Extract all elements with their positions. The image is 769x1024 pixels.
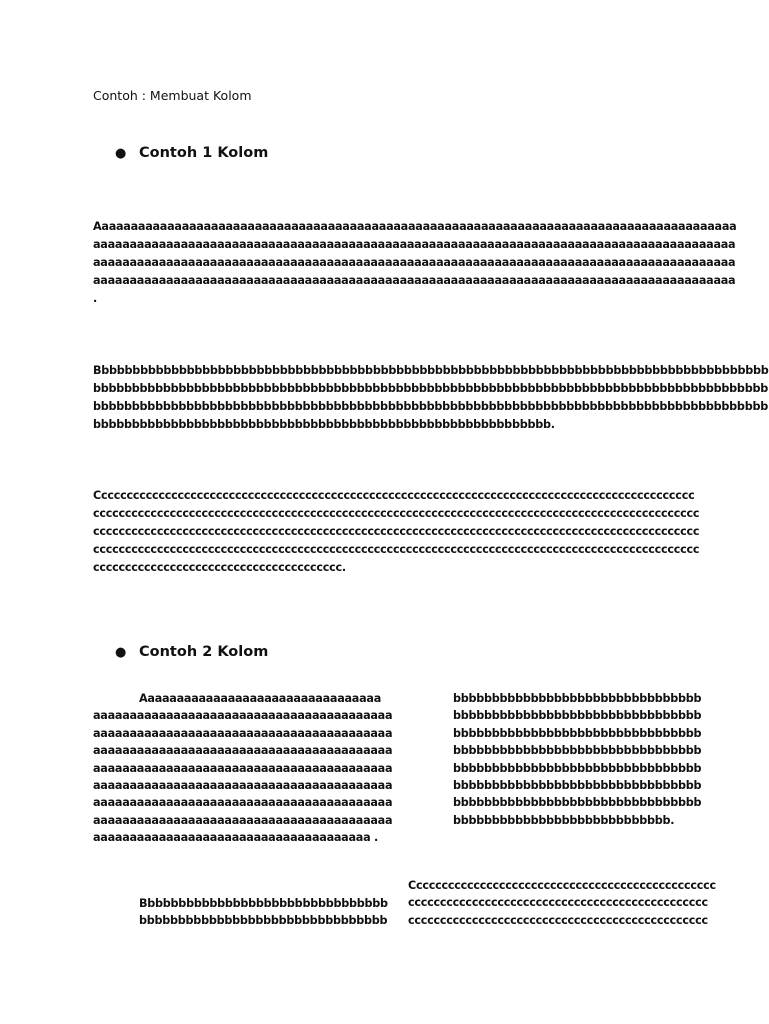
column-line: aaaaaaaaaaaaaaaaaaaaaaaaaaaaaaaaaaaaaaaaa	[93, 761, 393, 775]
section-2-heading	[115, 644, 268, 660]
left-column-a	[93, 690, 393, 847]
column-line: bbbbbbbbbbbbbbbbbbbbbbbbbbbbbbbb	[453, 692, 702, 705]
right-column-c	[408, 877, 716, 929]
paragraph-c	[93, 487, 700, 577]
column-line: aaaaaaaaaaaaaaaaaaaaaaaaaaaaaaaaaaaaaaaaa	[93, 779, 393, 793]
column-line: Bbbbbbbbbbbbbbbbbbbbbbbbbbbbbbbb	[139, 897, 388, 910]
column-line: ccccccccccccccccccccccccccccccccccccccccccccccc	[408, 913, 708, 927]
column-line: aaaaaaaaaaaaaaaaaaaaaaaaaaaaaaaaaaaaaaaaa	[93, 796, 393, 810]
paragraph-line: ccccccccccccccccccccccccccccccccccccccccccccccccccccccccccccccccccccccccccccccccccccccccccccccc	[93, 525, 700, 538]
bullet-icon: ●	[115, 644, 127, 660]
paragraph-line: .	[93, 292, 97, 305]
paragraph-line: bbbbbbbbbbbbbbbbbbbbbbbbbbbbbbbbbbbbbbbbbbbbbbbbbbbbbbbbbbbbbbbbbbbbbbbbbbbbbbbbbbbbbbb	[93, 382, 768, 395]
paragraph-line: aaaaaaaaaaaaaaaaaaaaaaaaaaaaaaaaaaaaaaaaaaaaaaaaaaaaaaaaaaaaaaaaaaaaaaaaaaaaaaaaaaaaaaaa	[93, 274, 736, 287]
paragraph-line: Cccccccccccccccccccccccccccccccccccccccccccccccccccccccccccccccccccccccccccccccccccccccccccccc	[93, 489, 695, 502]
column-line: aaaaaaaaaaaaaaaaaaaaaaaaaaaaaaaaaaaaaaaaa	[93, 726, 393, 740]
column-line: bbbbbbbbbbbbbbbbbbbbbbbbbbbbbbbb	[453, 744, 702, 758]
paragraph-line: aaaaaaaaaaaaaaaaaaaaaaaaaaaaaaaaaaaaaaaaaaaaaaaaaaaaaaaaaaaaaaaaaaaaaaaaaaaaaaaaaaaaaaaa	[93, 256, 736, 269]
paragraph-line: ccccccccccccccccccccccccccccccccccccccccccccccccccccccccccccccccccccccccccccccccccccccccccccccc	[93, 507, 700, 520]
paragraph-line: bbbbbbbbbbbbbbbbbbbbbbbbbbbbbbbbbbbbbbbbbbbbbbbbbbbbbbbbbbbbbbbbbbbbbbbbbbbbbbbbbbbbbbb	[93, 400, 768, 413]
bullet-icon: ●	[115, 145, 127, 161]
column-line: bbbbbbbbbbbbbbbbbbbbbbbbbbbbbbbb	[453, 726, 702, 740]
document-caption: Contoh : Membuat Kolom	[93, 88, 252, 103]
section-2-heading-text: Contoh 2 Kolom	[139, 644, 269, 660]
column-line: aaaaaaaaaaaaaaaaaaaaaaaaaaaaaaaaaaaaaaaaa	[93, 744, 393, 758]
column-line: aaaaaaaaaaaaaaaaaaaaaaaaaaaaaaaaaaaaaa .	[93, 831, 379, 845]
column-line: bbbbbbbbbbbbbbbbbbbbbbbbbbbbbbbb	[453, 796, 702, 810]
column-line: bbbbbbbbbbbbbbbbbbbbbbbbbbbbbbbb	[453, 779, 702, 793]
paragraph-a	[93, 218, 737, 308]
column-line: bbbbbbbbbbbbbbbbbbbbbbbbbbbb.	[453, 813, 675, 827]
column-line: ccccccccccccccccccccccccccccccccccccccccccccccc	[408, 896, 708, 910]
paragraph-line: aaaaaaaaaaaaaaaaaaaaaaaaaaaaaaaaaaaaaaaaaaaaaaaaaaaaaaaaaaaaaaaaaaaaaaaaaaaaaaaaaaaaaaaa	[93, 238, 736, 251]
section-1-heading	[115, 145, 268, 161]
paragraph-line: Aaaaaaaaaaaaaaaaaaaaaaaaaaaaaaaaaaaaaaaaaaaaaaaaaaaaaaaaaaaaaaaaaaaaaaaaaaaaaaaaaaaaaaaa	[93, 220, 737, 233]
column-line: aaaaaaaaaaaaaaaaaaaaaaaaaaaaaaaaaaaaaaaaa	[93, 709, 393, 723]
right-column-b	[453, 690, 702, 829]
column-line: aaaaaaaaaaaaaaaaaaaaaaaaaaaaaaaaaaaaaaaaa	[93, 813, 393, 827]
column-line: Cccccccccccccccccccccccccccccccccccccccccccccccc	[408, 879, 716, 892]
column-line: bbbbbbbbbbbbbbbbbbbbbbbbbbbbbbbb	[453, 761, 702, 775]
column-line: bbbbbbbbbbbbbbbbbbbbbbbbbbbbbbbb	[453, 709, 702, 723]
paragraph-line: bbbbbbbbbbbbbbbbbbbbbbbbbbbbbbbbbbbbbbbbbbbbbbbbbbbbbbbbbbb.	[93, 418, 555, 431]
section-1-heading-text: Contoh 1 Kolom	[139, 145, 269, 161]
left-column-b	[139, 895, 388, 930]
paragraph-line: ccccccccccccccccccccccccccccccccccccccccccccccccccccccccccccccccccccccccccccccccccccccccccccccc	[93, 543, 700, 556]
paragraph-b	[93, 362, 769, 434]
column-line: Aaaaaaaaaaaaaaaaaaaaaaaaaaaaaaaaa	[139, 692, 381, 705]
column-line: bbbbbbbbbbbbbbbbbbbbbbbbbbbbbbbb	[139, 914, 388, 928]
paragraph-line: Bbbbbbbbbbbbbbbbbbbbbbbbbbbbbbbbbbbbbbbbbbbbbbbbbbbbbbbbbbbbbbbbbbbbbbbbbbbbbbbbbbbbbbb	[93, 364, 769, 377]
paragraph-line: ccccccccccccccccccccccccccccccccccccccc.	[93, 561, 346, 574]
